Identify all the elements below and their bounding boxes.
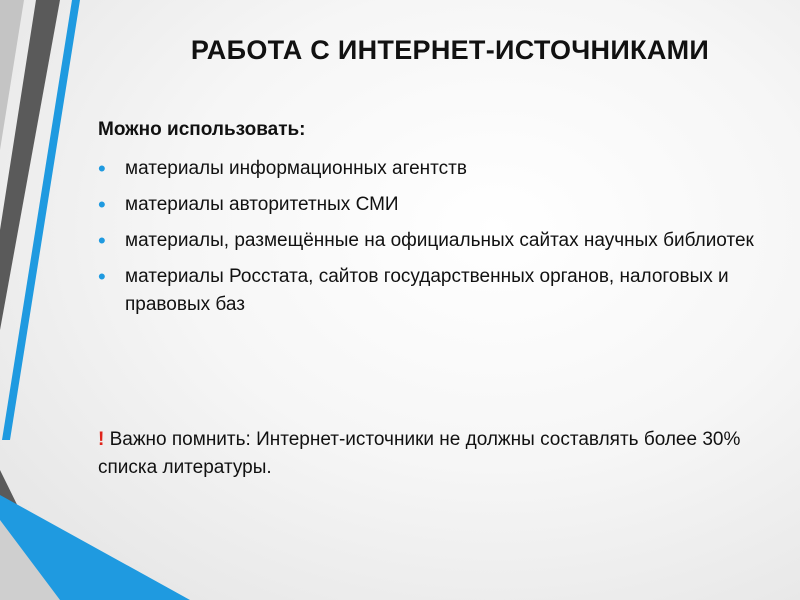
- bullet-item: [98, 227, 768, 255]
- bullet-dot-icon: •: [98, 264, 106, 289]
- bullet-item: [98, 155, 768, 183]
- bullet-text: материалы Росстата, сайтов государственных органов, налоговых и правовых баз: [125, 266, 729, 315]
- bullet-list: [98, 155, 768, 327]
- bullet-text: материалы авторитетных СМИ: [125, 194, 399, 215]
- important-note: [98, 426, 768, 482]
- bullet-text: материалы информационных агентств: [125, 158, 467, 179]
- bullet-item: [98, 263, 768, 319]
- intro-label: Можно использовать:: [98, 119, 306, 140]
- bullet-dot-icon: •: [98, 156, 106, 181]
- bullet-dot-icon: •: [98, 192, 106, 217]
- bullet-text: материалы, размещённые на официальных сайтах научных библиотек: [125, 230, 754, 251]
- slide-title: РАБОТА С ИНТЕРНЕТ-ИСТОЧНИКАМИ: [190, 35, 710, 65]
- bullet-item: [98, 191, 768, 219]
- exclamation-icon: !: [98, 429, 105, 450]
- note-text: Важно помнить: Интернет-источники не должны составлять более 30% списка литературы.: [98, 429, 741, 478]
- bullet-dot-icon: •: [98, 228, 106, 253]
